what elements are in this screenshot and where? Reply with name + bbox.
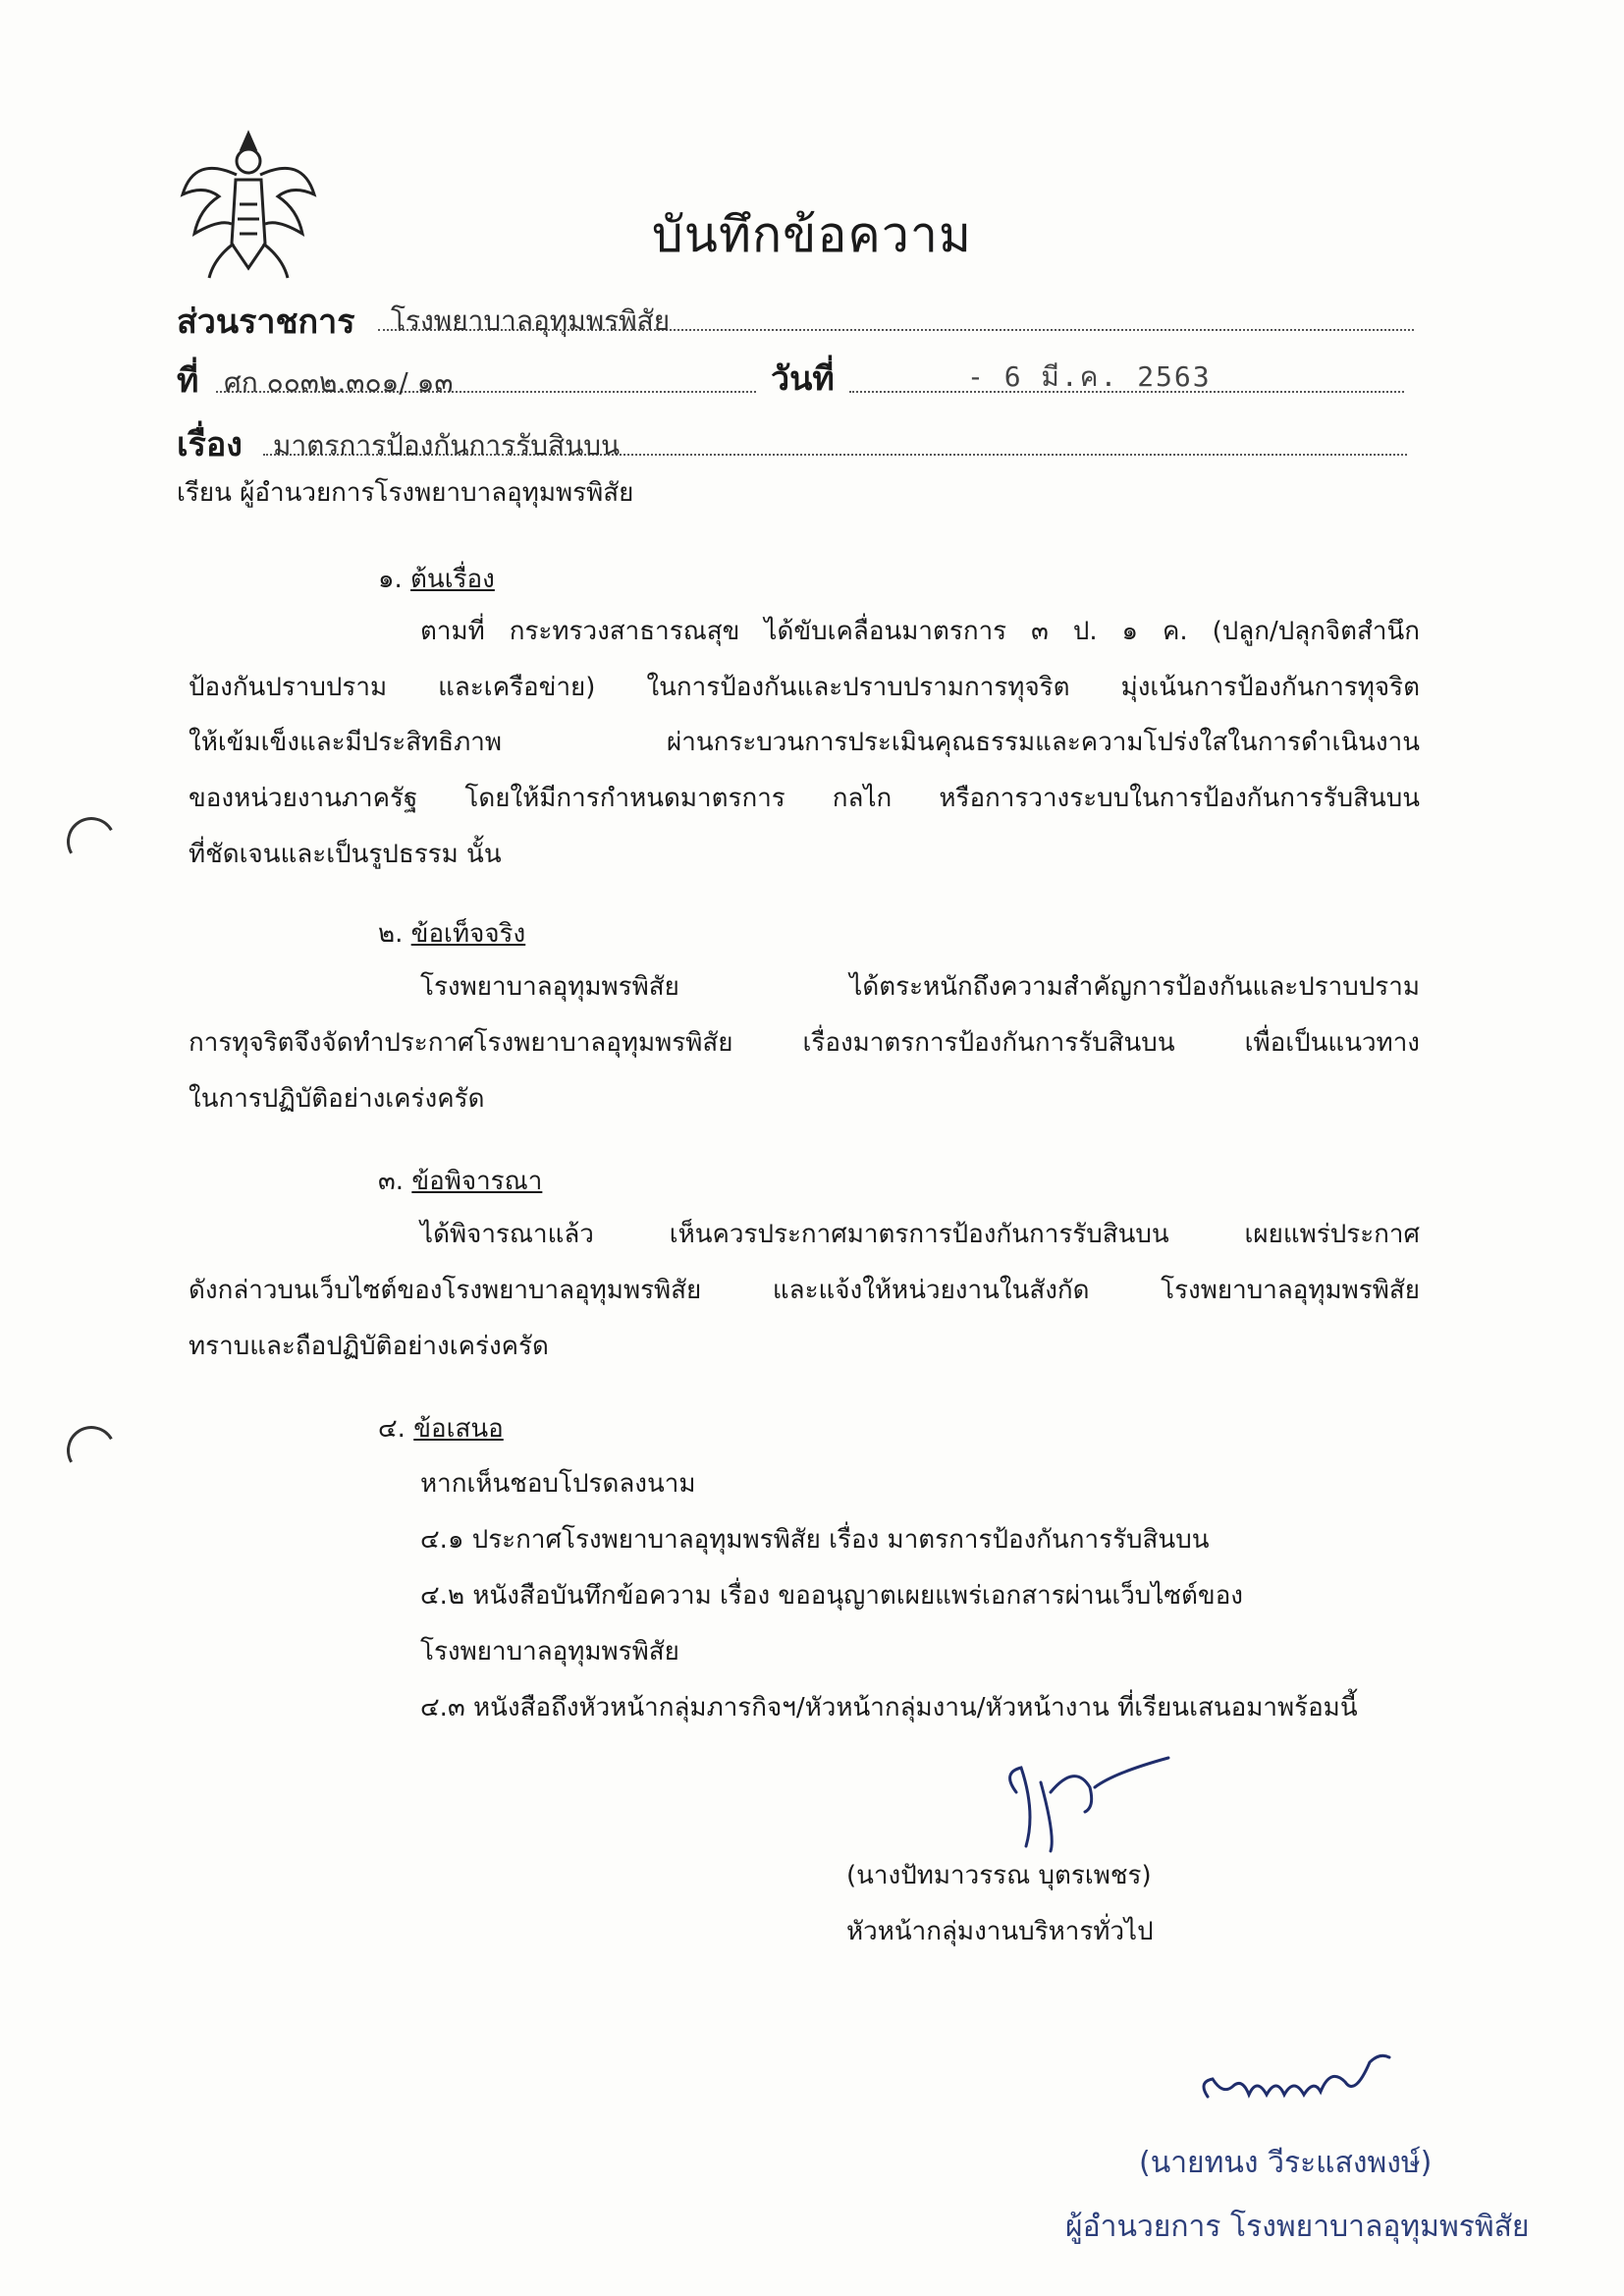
- section-3-line-2: ดังกล่าวบนเว็บไซต์ของโรงพยาบาลอุทุมพรพิสัย และแจ้งให้หน่วยงานในสังกัด โรงพยาบาลอุทุมพรพิสัย: [189, 1276, 1420, 1305]
- section-1-line-5: ที่ชัดเจนและเป็นรูปธรรม นั้น: [189, 840, 502, 869]
- section-4-item-3: ๔.๓ หนังสือถึงหัวหน้ากลุ่มภารกิจฯ/หัวหน้ากลุ่มงาน/หัวหน้างาน ที่เรียนเสนอมาพร้อมนี้: [420, 1693, 1358, 1722]
- signer-2-position: ผู้อำนวยการ โรงพยาบาลอุทุมพรพิสัย: [1065, 2210, 1530, 2244]
- section-number: ๑.: [378, 565, 403, 594]
- binder-hole-mark: [61, 1420, 121, 1480]
- section-1-line-4: ของหน่วยงานภาครัฐ โดยให้มีการกำหนดมาตรการ กลไก หรือการวางระบบในการป้องกันการรับสินบน: [189, 784, 1420, 813]
- memo-title: บันทึกข้อความ: [652, 206, 972, 263]
- binder-hole-mark: [61, 811, 121, 871]
- to-line: [177, 478, 633, 508]
- section-4-item-2: ๔.๒ หนังสือบันทึกข้อความ เรื่อง ขออนุญาตเผยแพร่เอกสารผ่านเว็บไซต์ของ: [420, 1581, 1244, 1611]
- section-3-line-1: ได้พิจารณาแล้ว เห็นควรประกาศมาตรการป้องกันการรับสินบน เผยแพร่ประกาศ: [420, 1220, 1420, 1249]
- section-2-line-3: ในการปฏิบัติอย่างเคร่งครัด: [189, 1084, 485, 1114]
- signature-2: [1198, 2048, 1394, 2130]
- section-4-item-1: ๔.๑ ประกาศโรงพยาบาลอุทุมพรพิสัย เรื่อง มาตรการป้องกันการรับสินบน: [420, 1525, 1210, 1555]
- section-title: ข้อพิจารณา: [411, 1167, 543, 1196]
- section-number: ๔.: [378, 1414, 406, 1444]
- section-1-line-1: ตามที่ กระทรวงสาธารณสุข ได้ขับเคลื่อนมาตรการ ๓ ป. ๑ ค. (ปลูก/ปลุกจิตสำนึก: [420, 617, 1420, 646]
- section-4-line-1: หากเห็นชอบโปรดลงนาม: [420, 1469, 696, 1499]
- section-2-heading: [378, 919, 525, 949]
- signer-1-position: หัวหน้ากลุ่มงานบริหารทั่วไป: [846, 1917, 1154, 1946]
- ref-value: ศก ๐๐๓๒.๓๐๑/ ๑๓: [224, 366, 454, 399]
- section-1-heading: [378, 565, 495, 594]
- section-3-line-3: ทราบและถือปฏิบัติอย่างเคร่งครัด: [189, 1332, 549, 1361]
- subject-value: มาตรการป้องกันการรับสินบน: [273, 429, 621, 462]
- agency-label: ส่วนราชการ: [177, 302, 355, 342]
- section-number: ๒.: [378, 919, 404, 949]
- section-2-line-1: โรงพยาบาลอุทุมพรพิสัย ได้ตระหนักถึงความสำคัญการป้องกันและปราบปราม: [420, 972, 1420, 1002]
- section-1-line-2: ป้องกันปราบปราม และเครือข่าย) ในการป้องกันและปราบปรามการทุจริต มุ่งเน้นการป้องกันการทุจริต: [189, 673, 1420, 702]
- signer-1-name: (นางปัทมาวรรณ บุตรเพชร): [846, 1861, 1152, 1890]
- section-title: ข้อเสนอ: [413, 1414, 504, 1444]
- section-4-item-2-cont: โรงพยาบาลอุทุมพรพิสัย: [420, 1637, 679, 1667]
- signature-1: [997, 1753, 1173, 1865]
- to-label: เรียน: [177, 478, 232, 508]
- section-4-heading: [378, 1414, 504, 1444]
- to-value: ผู้อำนวยการโรงพยาบาลอุทุมพรพิสัย: [240, 478, 634, 508]
- section-2-line-2: การทุจริตจึงจัดทำประกาศโรงพยาบาลอุทุมพรพิสัย เรื่องมาตรการป้องกันการรับสินบน เพื่อเป็นแนวทาง: [189, 1028, 1420, 1058]
- agency-value: โรงพยาบาลอุทุมพรพิสัย: [391, 304, 671, 337]
- subject-label: เรื่อง: [177, 425, 243, 465]
- section-title: ต้นเรื่อง: [410, 565, 495, 594]
- date-stamp: - 6 มี.ค. 2563: [967, 360, 1212, 393]
- signer-2-name: (นายทนง วีระแสงพงษ์): [1139, 2146, 1433, 2180]
- ref-label: ที่: [177, 361, 199, 401]
- section-3-heading: [378, 1167, 542, 1196]
- date-label: วันที่: [771, 359, 835, 399]
- section-1-line-3: ให้เข้มเข็งและมีประสิทธิภาพ ผ่านกระบวนการประเมินคุณธรรมและความโปร่งใสในการดำเนินงาน: [189, 728, 1420, 757]
- section-number: ๓.: [378, 1167, 405, 1196]
- section-title: ข้อเท็จจริง: [410, 919, 526, 949]
